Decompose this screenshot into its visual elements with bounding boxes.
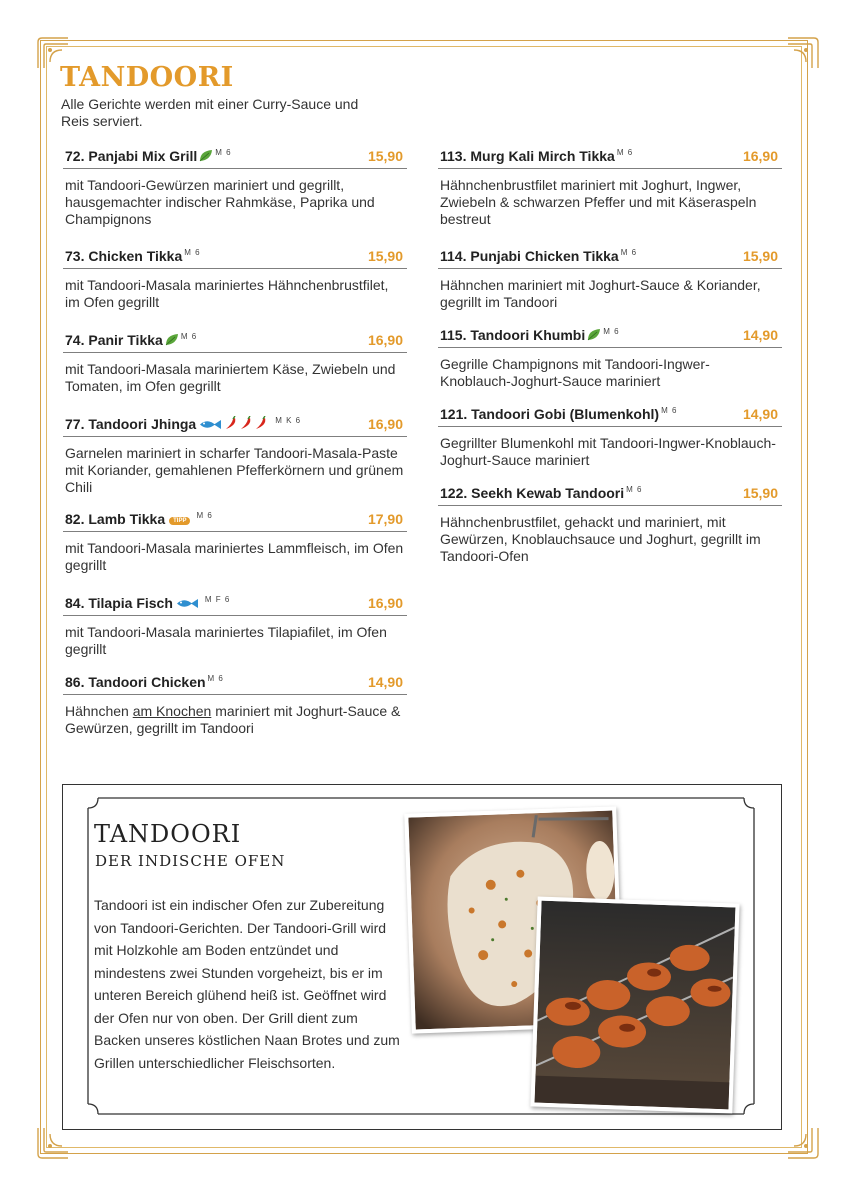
menu-item [438,483,782,583]
page-title: TANDOORI [60,62,234,93]
menu-item-title: 77. Tandoori Jhinga [65,416,197,432]
chili-icon [254,416,267,430]
menu-item-header [63,146,407,169]
menu-item-price: 15,90 [742,485,778,501]
menu-item-name [65,511,213,527]
grilled-skewers-photo [530,897,739,1114]
allergen-codes: M 6 [616,148,634,157]
menu-item [438,246,782,325]
description-underlined-text: am Knochen [132,703,212,719]
menu-item-title: 82. Lamb Tikka [65,511,166,527]
menu-item-title: 86. Tandoori Chicken [65,674,206,690]
description-text: mariniert mit Joghurt-Sauce & Gewürzen, gegrillt im Tandoori [65,703,401,736]
menu-item [63,509,407,593]
corner-ornament-icon [786,36,820,70]
menu-item-title: 121. Tandoori Gobi (Blumenkohl) [440,406,660,422]
allergen-codes: M 6 [180,332,198,341]
menu-item-header [63,330,407,353]
fish-icon [175,598,199,609]
menu-item-price: 14,90 [742,406,778,422]
vegetarian-leaf-icon [587,328,601,341]
menu-item-price: 14,90 [367,674,403,690]
menu-item-price: 14,90 [742,327,778,343]
description-text: Hähnchen [65,703,133,719]
menu-item-title: 84. Tilapia Fisch [65,595,173,611]
menu-item [63,246,407,330]
menu-item-name [440,485,642,501]
menu-item-description: mit Tandoori-Masala mariniertem Käse, Zwiebeln und Tomaten, im Ofen gegrillt [65,361,396,394]
menu-item-title: 74. Panir Tikka [65,332,163,348]
menu-item-name [440,248,637,264]
menu-item-header [63,246,407,269]
chili-icon [239,416,252,430]
corner-ornament-icon [786,1126,820,1160]
menu-item-description: mit Tandoori-Masala mariniertes Lammfleisch, im Ofen gegrillt [65,540,404,573]
menu-item-title: 115. Tandoori Khumbi [440,327,586,343]
menu-item-description: mit Tandoori-Gewürzen mariniert und gegrillt, hausgemachter indischer Rahmkäse, Paprika und Champignons [65,177,375,227]
menu-item-header [63,509,407,532]
tipp-badge: TIPP [169,517,190,525]
menu-item-price: 15,90 [742,248,778,264]
allergen-codes: M K 6 [275,416,302,425]
menu-item-header [63,672,407,695]
menu-item-header [438,146,782,169]
allergen-codes: M 6 [603,327,620,336]
menu-item-name [65,332,197,348]
allergen-codes: M 6 [196,511,213,520]
menu-item-price: 16,90 [367,416,403,432]
menu-item-header [63,593,407,616]
chili-icon [224,416,237,430]
vegetarian-leaf-icon [199,149,213,162]
menu-item-name [65,148,232,164]
menu-item-description: mit Tandoori-Masala mariniertes Hähnchenbrustfilet, im Ofen gegrillt [65,277,389,310]
menu-item-description [63,695,407,737]
menu-item-name [440,148,633,164]
fish-icon [198,419,222,430]
menu-item-price: 16,90 [742,148,778,164]
menu-item-title: 114. Punjabi Chicken Tikka [440,248,619,264]
page-subtitle: Alle Gerichte werden mit einer Curry-Sauce und Reis serviert. [61,96,359,129]
menu-item [63,330,407,414]
menu-item-price: 17,90 [367,511,403,527]
menu-item-price: 16,90 [367,595,403,611]
menu-item [63,672,407,752]
menu-item-name [440,327,620,343]
menu-item-header [438,404,782,427]
menu-item-price: 15,90 [367,148,403,164]
menu-item-name [65,416,301,432]
allergen-codes: M 6 [207,674,224,683]
info-box-text: Tandoori ist ein indischer Ofen zur Zubereitung von Tandoori-Gerichten. Der Tandoori-Grill wird mit Holzkohle am Boden entzündet und mindestens zwei Stunden vorgeheizt, bis er im unteren Bereich glühend heiß ist. Geöffnet wird der Ofen nur von oben. Der Grill dient zum Backen unseres köstlichen Naan Brotes und zum Grillen unterschiedlicher Fleischsorten. [94,897,400,1071]
menu-item-name [65,595,230,611]
menu-item [438,404,782,483]
allergen-codes: M 6 [661,406,678,415]
menu-item [63,146,407,246]
info-box-title: TANDOORI [94,820,242,848]
menu-column-right [438,146,782,583]
menu-item-title: 122. Seekh Kewab Tandoori [440,485,625,501]
corner-ornament-icon [36,1126,70,1160]
menu-item-price: 15,90 [367,248,403,264]
menu-item-header [438,325,782,348]
info-box-subtitle: DER INDISCHE OFEN [95,852,286,870]
menu-item-description: Gegrille Champignons mit Tandoori-Ingwer-Knoblauch-Joghurt-Sauce mariniert [440,356,710,389]
allergen-codes: M 6 [215,148,232,157]
menu-item-description: Gegrillter Blumenkohl mit Tandoori-Ingwer-Knoblauch-Joghurt-Sauce mariniert [440,435,776,468]
menu-item-name [440,406,677,422]
menu-item-name [65,248,201,264]
menu-item [438,325,782,404]
menu-item-header [63,414,407,437]
menu-item [63,414,407,509]
menu-item [438,146,782,246]
allergen-codes: M F 6 [204,595,231,604]
menu-item-price: 16,90 [367,332,403,348]
menu-column-left [63,146,407,752]
menu-item-header [438,483,782,506]
menu-item-description: Hähnchenbrustfilet mariniert mit Joghurt, Ingwer, Zwiebeln & schwarzen Pfeffer und mit Käseraspeln bestreut [440,177,757,227]
menu-item-description: Hähnchenbrustfilet, gehackt und mariniert, mit Gewürzen, Knoblauchsauce und Joghurt, gegrillt im Tandoori-Ofen [440,514,761,564]
menu-item-title: 113. Murg Kali Mirch Tikka [440,148,615,164]
allergen-codes: M 6 [626,485,643,494]
menu-item-header [438,246,782,269]
menu-item-description: mit Tandoori-Masala mariniertes Tilapiafilet, im Ofen gegrillt [65,624,387,657]
menu-item-title: 72. Panjabi Mix Grill [65,148,198,164]
menu-item-title: 73. Chicken Tikka [65,248,183,264]
allergen-codes: M 6 [620,248,638,257]
menu-item-description: Garnelen mariniert in scharfer Tandoori-Masala-Paste mit Koriander, gemahlenen Pfefferkörnern und grünem Chili [65,445,404,495]
menu-item-description: Hähnchen mariniert mit Joghurt-Sauce & Koriander, gegrillt im Tandoori [440,277,761,310]
menu-item [63,593,407,672]
vegetarian-leaf-icon [165,333,179,346]
allergen-codes: M 6 [184,248,201,257]
menu-item-name [65,674,224,690]
